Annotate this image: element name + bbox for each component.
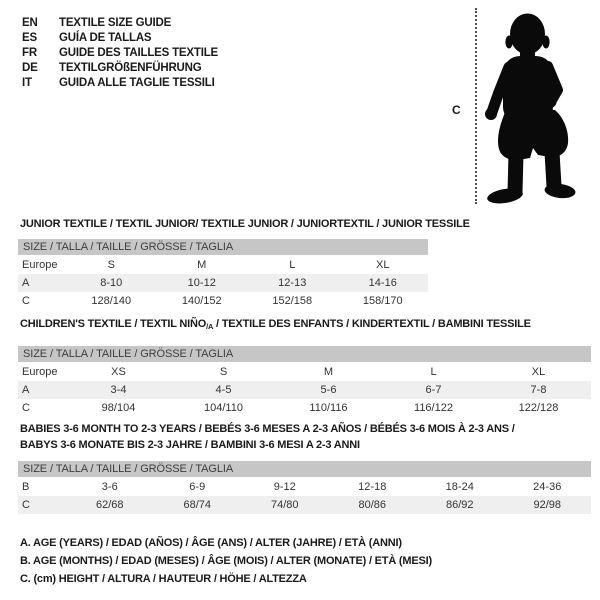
height-measure-label: C (452, 103, 461, 117)
list-item (22, 61, 218, 76)
size-cell: 3-4 (66, 381, 171, 399)
row-label: B (22, 481, 30, 493)
size-cell: 8-10 (66, 274, 157, 292)
size-cell: 4-5 (171, 381, 276, 399)
guide-title: GUIDA ALLE TAGLIE TESSILI (59, 77, 215, 89)
language-code: FR (22, 47, 37, 59)
language-title-list (22, 16, 218, 91)
children-size-table (18, 363, 591, 417)
size-cell: 9-12 (273, 481, 296, 493)
size-cell: M (197, 259, 207, 271)
language-code: ES (22, 32, 37, 44)
size-cell: 10-12 (157, 274, 248, 292)
size-cell: 104/110 (204, 402, 243, 414)
size-cell: 152/158 (272, 295, 313, 307)
footnote-legend (20, 534, 432, 588)
table-row (18, 274, 428, 292)
babies-heading-line2: BABYS 3-6 MONATE BIS 2-3 JAHRE / BAMBINI 3-6 MESI A 2-3 ANNI (20, 439, 360, 451)
size-cell: 3-6 (101, 481, 118, 493)
size-cell: 5-6 (276, 381, 381, 399)
junior-size-header-bar: SIZE / TALLA / TAILLE / GRÖSSE / TAGLIA (18, 239, 428, 255)
size-cell: 122/128 (518, 402, 559, 414)
size-cell: 158/170 (362, 295, 403, 307)
table-row (18, 363, 591, 381)
height-measure-figure (440, 0, 600, 212)
size-cell: XL (531, 366, 546, 378)
height-measure-dotted-line (475, 8, 477, 204)
children-heading-sub: /A (206, 322, 214, 331)
size-cell: XS (111, 366, 126, 378)
size-cell: 74/80 (241, 496, 329, 514)
list-item (22, 16, 218, 31)
guide-title: TEXTILE SIZE GUIDE (59, 17, 172, 29)
size-cell: 128/140 (91, 295, 132, 307)
size-cell: 14-16 (338, 274, 429, 292)
table-row (18, 292, 428, 310)
row-label: Europe (22, 259, 58, 271)
table-row (18, 399, 591, 417)
row-label: C (22, 402, 30, 414)
size-cell: L (289, 259, 296, 271)
size-cell: L (430, 366, 437, 378)
guide-title: GUÍA DE TALLAS (59, 32, 152, 44)
language-code: IT (22, 77, 32, 89)
language-code: EN (22, 17, 38, 29)
size-cell: 116/122 (414, 402, 453, 414)
row-label: Europe (22, 366, 58, 378)
size-cell: 24-36 (533, 481, 562, 493)
children-heading-pre: CHILDREN'S TEXTILE / TEXTIL NIÑO (20, 318, 207, 330)
guide-title: TEXTILGRÖßENFÜHRUNG (59, 62, 202, 74)
language-code: DE (22, 62, 38, 74)
size-cell: 62/68 (66, 496, 154, 514)
size-cell: XL (376, 259, 390, 271)
babies-size-header-bar: SIZE / TALLA / TAILLE / GRÖSSE / TAGLIA (18, 461, 591, 477)
footnote-age-months: B. AGE (MONTHS) / EDAD (MESES) / ÂGE (MOIS) / ALTER (MONATE) / ETÀ (MESI) (20, 555, 432, 567)
children-size-header-bar: SIZE / TALLA / TAILLE / GRÖSSE / TAGLIA (18, 346, 591, 362)
row-label: C (22, 295, 30, 307)
row-label: A (18, 274, 66, 292)
size-cell: 6-7 (381, 381, 486, 399)
babies-heading-line1: BABIES 3-6 MONTH TO 2-3 YEARS / BEBÉS 3-6 MESES A 2-3 AÑOS / BÉBÉS 3-6 MOIS À 2-3 ANS / (20, 423, 515, 435)
toddler-silhouette-icon (478, 2, 590, 207)
list-item (22, 76, 218, 91)
junior-size-table (18, 256, 428, 310)
size-cell: 12-18 (358, 481, 387, 493)
children-heading-post: / TEXTILE DES ENFANTS / KINDERTEXTIL / BAMBINI TESSILE (213, 318, 531, 330)
row-label: C (18, 496, 66, 514)
size-cell: S (107, 259, 115, 271)
size-cell: 86/92 (416, 496, 504, 514)
row-label: A (18, 381, 66, 399)
size-cell: 6-9 (189, 481, 206, 493)
footnote-height-cm: C. (cm) HEIGHT / ALTURA / HAUTEUR / HÖHE / ALTEZZA (20, 573, 307, 585)
children-section-heading (20, 316, 531, 335)
table-row (18, 381, 591, 399)
junior-section-heading: JUNIOR TEXTILE / TEXTIL JUNIOR/ TEXTILE JUNIOR / JUNIORTEXTIL / JUNIOR TESSILE (20, 218, 470, 230)
list-item (22, 31, 218, 46)
size-cell: 140/152 (181, 295, 222, 307)
size-cell: M (323, 366, 334, 378)
size-cell: 92/98 (504, 496, 592, 514)
list-item (22, 46, 218, 61)
size-cell: 68/74 (154, 496, 242, 514)
babies-size-table (18, 478, 591, 514)
size-cell: 18-24 (445, 481, 474, 493)
size-cell: 7-8 (486, 381, 591, 399)
babies-section-heading (20, 421, 515, 453)
size-cell: 12-13 (247, 274, 338, 292)
footnote-age-years: A. AGE (YEARS) / EDAD (AÑOS) / ÂGE (ANS) / ALTER (JAHRE) / ETÀ (ANNI) (20, 537, 402, 549)
size-cell: 110/116 (309, 402, 348, 414)
guide-title: GUIDE DES TAILLES TEXTILE (59, 47, 218, 59)
size-cell: 80/86 (329, 496, 417, 514)
table-row (18, 496, 591, 514)
size-cell: S (219, 366, 228, 378)
size-cell: 98/104 (101, 402, 136, 414)
table-row (18, 478, 591, 496)
table-row (18, 256, 428, 274)
